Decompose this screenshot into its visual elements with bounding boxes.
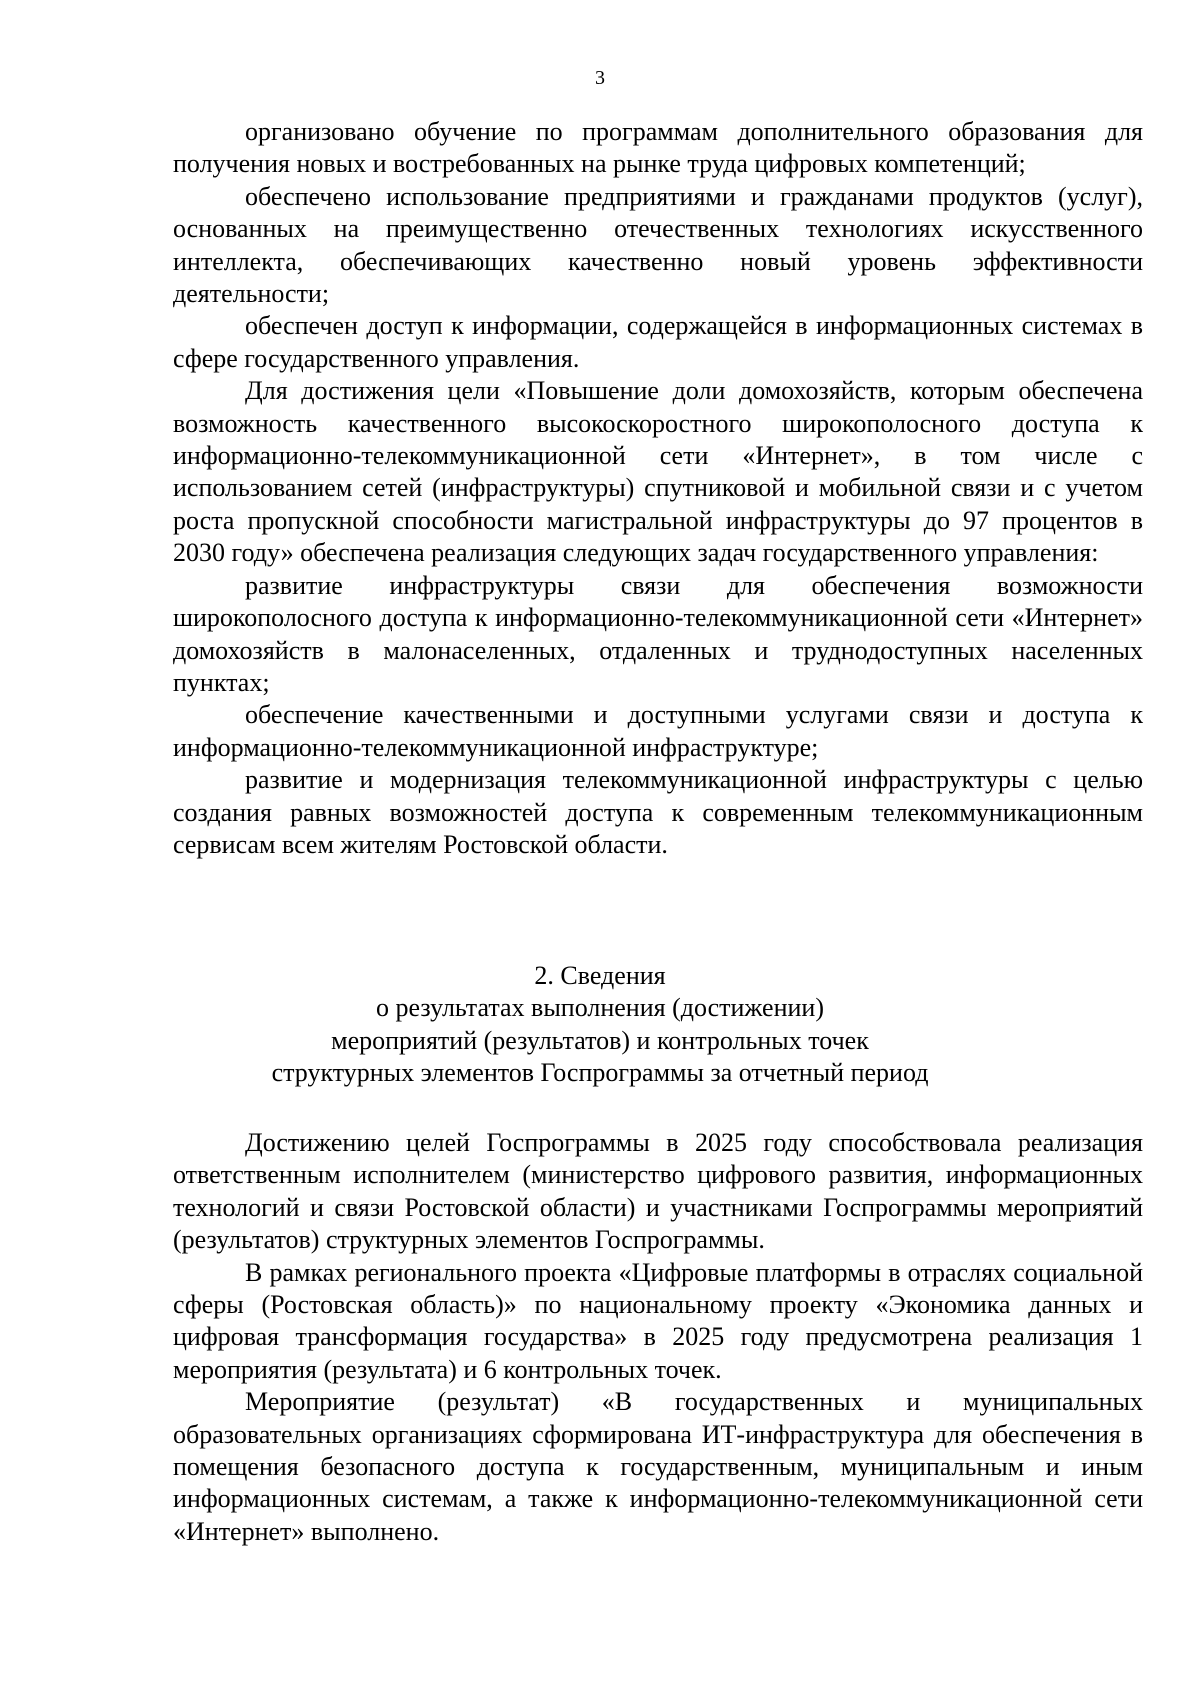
body-text-bottom	[173, 1127, 1143, 1548]
body-text-top	[173, 116, 1143, 861]
paragraph: обеспечение качественными и доступными услугами связи и доступа к информационно-телекоммуникационной инфраструктуре;	[173, 700, 1143, 762]
section-heading-line: о результатах выполнения (достижении)	[376, 993, 824, 1023]
paragraph: обеспечен доступ к информации, содержащейся в информационных системах в сфере государственного управления.	[173, 311, 1143, 373]
paragraph: организовано обучение по программам дополнительного образования для получения новых и востребованных на рынке труда цифровых компетенций;	[173, 117, 1143, 179]
paragraph: развитие инфраструктуры связи для обеспечения возможности широкополосного доступа к информационно-телекоммуникационной сети «Интернет» домохозяйств в малонаселенных, отдаленных и труднодоступных населенных пунктах;	[173, 570, 1143, 697]
paragraph: Достижению целей Госпрограммы в 2025 году способствовала реализация ответственным исполнителем (министерство цифрового развития, информационных технологий и связи Ростовской области) и участниками Госпрограммы мероприятий (результатов) структурных элементов Госпрограммы.	[173, 1128, 1143, 1255]
paragraph: развитие и модернизация телекоммуникационной инфраструктуры с целью создания равных возможностей доступа к современным телекоммуникационным сервисам всем жителям Ростовской области.	[173, 765, 1143, 859]
section-heading-line: 2. Сведения	[534, 961, 666, 990]
section-heading-line: структурных элементов Госпрограммы за отчетный период	[271, 1058, 929, 1088]
section-heading-line: мероприятий (результатов) и контрольных точек	[331, 1025, 869, 1055]
paragraph: В рамках регионального проекта «Цифровые платформы в отраслях социальной сферы (Ростовская область)» по национальному проекту «Экономика данных и цифровая трансформация государства» в 2025 году предусмотрена реализация 1 мероприятия (результата) и 6 контрольных точек.	[173, 1257, 1143, 1384]
page-number: 3	[595, 67, 605, 89]
paragraph: обеспечено использование предприятиями и гражданами продуктов (услуг), основанных на преимущественно отечественных технологиях искусственного интеллекта, обеспечивающих качественно новый уровень эффективности деятельности;	[173, 181, 1143, 309]
paragraph: Мероприятие (результат) «В государственных и муниципальных образовательных организациях сформирована ИТ-инфраструктура для обеспечения в помещения безопасного доступа к государственным, муниципальным и иным информационных системам, а также к информационно-телекоммуникационной сети «Интернет» выполнено.	[173, 1387, 1143, 1546]
section-heading	[0, 960, 1200, 1090]
paragraph: Для достижения цели «Повышение доли домохозяйств, которым обеспечена возможность качественного высокоскоростного широкополосного доступа к информационно-телекоммуникационной сети «Интернет», в том числе с использованием сетей (инфраструктуры) спутниковой и мобильной связи и с учетом роста пропускной способности магистральной инфраструктуры до 97 процентов в 2030 году» обеспечена реализация следующих задач государственного управления:	[173, 376, 1143, 568]
